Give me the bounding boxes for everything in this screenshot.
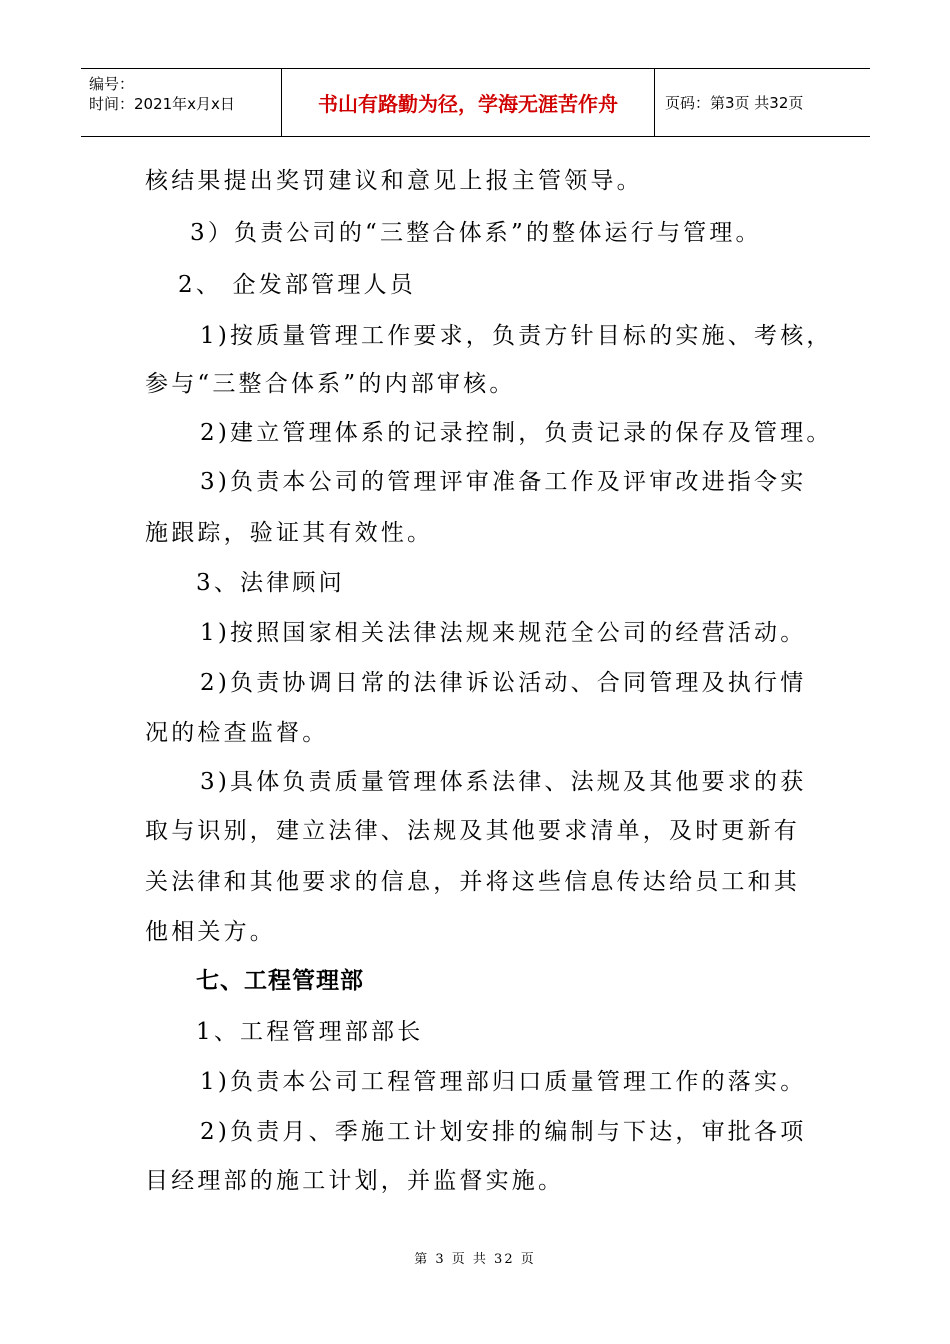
- section-heading: 2、 企发部管理人员: [178, 272, 416, 298]
- document-number-label: 编号：: [89, 75, 135, 93]
- header-motto: 书山有路勤为径，学海无涯苦作舟: [282, 69, 655, 136]
- body-line: 他相关方。: [145, 919, 276, 945]
- body-line: 3）负责公司的“三整合体系”的整体运行与管理。: [190, 220, 762, 246]
- body-line: 1)按质量管理工作要求，负责方针目标的实施、考核，: [200, 323, 833, 349]
- body-line: 核结果提出奖罚建议和意见上报主管领导。: [145, 168, 643, 194]
- document-date-label: 时间：2021年x月x日: [89, 95, 235, 113]
- body-line: 1)负责本公司工程管理部归口质量管理工作的落实。: [200, 1069, 807, 1095]
- body-line: 参与“三整合体系”的内部审核。: [145, 371, 516, 397]
- page-footer: 第 3 页 共 32 页: [414, 1252, 536, 1267]
- body-line: 2)负责协调日常的法律诉讼活动、合同管理及执行情: [200, 670, 807, 696]
- header-page-info: 页码：第3页 共32页: [665, 94, 804, 112]
- body-line: 取与识别，建立法律、法规及其他要求清单，及时更新有: [145, 818, 800, 844]
- body-line: 目经理部的施工计划，并监督实施。: [145, 1168, 565, 1194]
- chapter-heading: 七、工程管理部: [196, 968, 364, 994]
- body-line: 2)负责月、季施工计划安排的编制与下达，审批各项: [200, 1119, 807, 1145]
- body-line: 况的检查监督。: [145, 720, 329, 746]
- body-line: 3)负责本公司的管理评审准备工作及评审改进指令实: [200, 469, 807, 495]
- document-header: [81, 68, 870, 137]
- section-heading: 1、工程管理部部长: [196, 1019, 424, 1045]
- body-line: 2)建立管理体系的记录控制，负责记录的保存及管理。: [200, 420, 833, 446]
- body-line: 3)具体负责质量管理体系法律、法规及其他要求的获: [200, 769, 807, 795]
- body-line: 1)按照国家相关法律法规来规范全公司的经营活动。: [200, 620, 807, 646]
- body-line: 施跟踪，验证其有效性。: [145, 520, 434, 546]
- body-line: 关法律和其他要求的信息，并将这些信息传达给员工和其: [145, 869, 800, 895]
- section-heading: 3、法律顾问: [196, 570, 345, 596]
- header-meta-cell: [81, 69, 282, 136]
